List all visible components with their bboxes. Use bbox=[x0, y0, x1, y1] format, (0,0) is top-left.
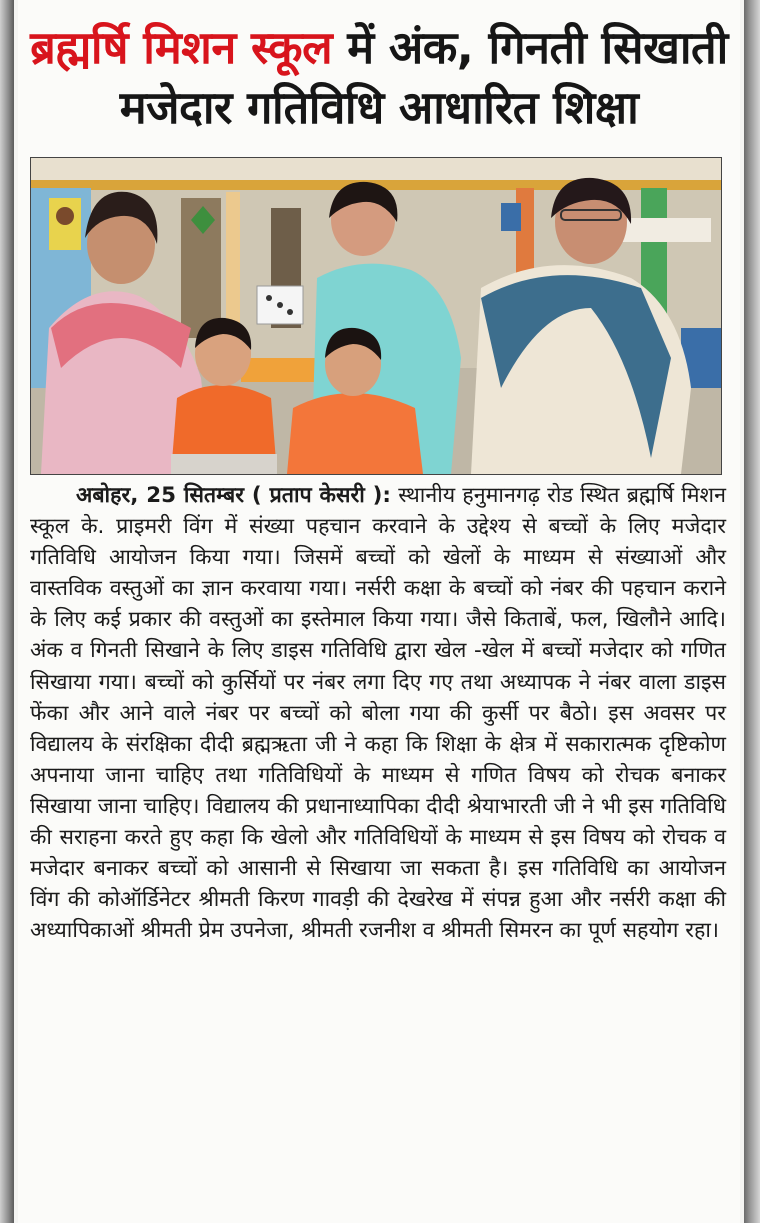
left-frame-edge bbox=[0, 0, 14, 1223]
headline-rest: में अंक, गिनती सिखाती मजेदार गतिविधि आधारित शिक्षा bbox=[119, 21, 728, 134]
headline-school-name: ब्रह्मर्षि मिशन स्कूल bbox=[30, 21, 333, 74]
photo-painting-figure bbox=[56, 207, 74, 225]
headline bbox=[28, 18, 730, 138]
photo-board bbox=[501, 203, 521, 231]
newspaper-clipping bbox=[18, 0, 740, 1223]
photo-illustration bbox=[31, 158, 721, 474]
article-dateline: अबोहर, 25 सितम्बर ( प्रताप केसरी ): bbox=[76, 483, 391, 508]
article-body bbox=[30, 480, 726, 946]
right-frame-edge bbox=[744, 0, 760, 1223]
news-photo bbox=[30, 157, 722, 475]
article-text: स्थानीय हनुमानगढ़ रोड स्थित ब्रह्मर्षि मिशन स्कूल के. प्राइमरी विंग में संख्या पहचान करवाने के उद्देश्य से बच्चों के लिए मजेदार गतिविधि आयोजन किया गया। जिसमें बच्चों को खेलों के माध्यम से संख्याओं और वास्तविक वस्तुओं का ज्ञान करवाया गया। नर्सरी कक्षा के बच्चों को नंबर की पहचान कराने के लिए कई प्रकार की वस्तुओं का इस्तेमाल किया गया। जैसे किताबें, फल, खिलौने आदि। अंक व गिनती सिखाने के लिए डाइस गतिविधि द्वारा खेल -खेल में बच्चों मजेदार को गणित सिखाया गया। बच्चों को कुर्सियों पर नंबर लगा दिए गए तथा अध्यापक ने नंबर वाला डाइस फेंका और आने वाले नंबर पर बच्चों को बोला गया की कुर्सी पर बैठो। इस अवसर पर विद्यालय के संरक्षिका दीदी ब्रह्मऋता जी ने कहा कि शिक्षा के क्षेत्र में सकारात्मक दृष्टिकोण अपनाया जाना चाहिए तथा गतिविधियों के माध्यम से गणित विषय को रोचक बनाकर सिखाया जाना चाहिए। विद्यालय की प्रधानाध्यापिका दीदी श्रेयाभारती जी ने भी इस गतिविधि की सराहना करते हुए कहा कि खेलो और गतिविधियों के माध्यम से इस विषय को रोचक व मजेदार बनाकर बच्चों को आसानी से सिखाया जा सकता है। इस गतिविधि का आयोजन विंग की कोऑर्डिनेटर श्रीमती किरण गावड़ी की देखरेख में संपन्न हुआ और नर्सरी कक्षा की अध्यापिकाओं श्रीमती प्रेम उपनेजा, श्रीमती रजनीश व श्रीमती सिमरन का पूर्ण सहयोग रहा। bbox=[30, 483, 726, 944]
